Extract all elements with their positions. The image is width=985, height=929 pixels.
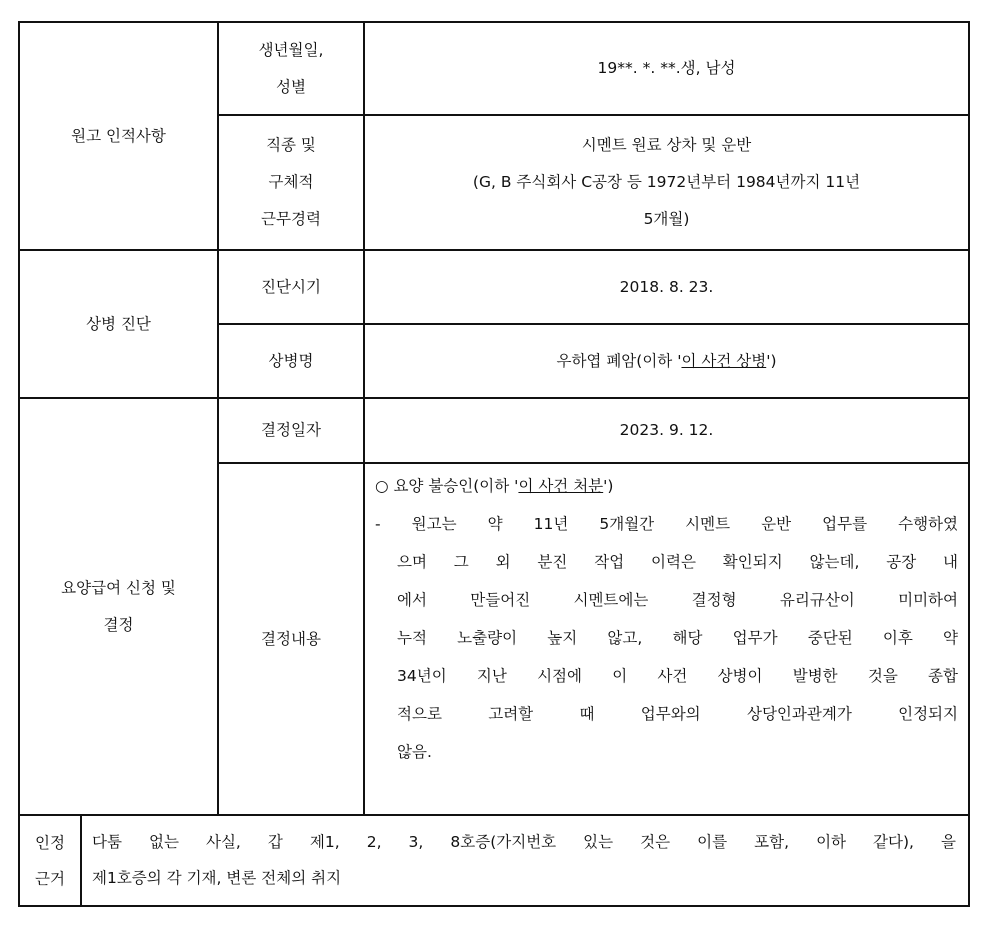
diagnosis-header: 상병 진단 <box>86 314 151 333</box>
decision-line-4: 누적 노출량이 높지 않고, 해당 업무가 중단된 이후 약 <box>397 629 958 647</box>
disease-name-value: 우하엽 폐암(이하 '이 사건 상병') <box>556 351 777 370</box>
decision-date-value: 2023. 9. 12. <box>619 421 714 440</box>
basis-divider <box>80 814 82 907</box>
decision-content-label: 결정내용 <box>261 629 321 648</box>
job-value: 시멘트 원료 상차 및 운반 (G, B 주식회사 C공장 등 1972년부터 1984년까지 11년 5개월) <box>472 136 861 228</box>
table-border-bottom <box>18 905 970 907</box>
job-label: 직종 및 구체적 근무경력 <box>261 136 321 228</box>
basis-line-2: 제1호증의 각 기재, 변론 전체의 취지 <box>92 869 342 887</box>
birth-label: 생년월일, 성별 <box>258 40 324 96</box>
decision-content <box>375 467 958 771</box>
decision-line-7: 않음. <box>397 743 432 761</box>
decision-line-2: 으며 그 외 분진 작업 이력은 확인되지 않는데, 공장 내 <box>397 553 958 571</box>
basis-content <box>92 824 956 896</box>
decision-line-3: 에서 만들어진 시멘트에는 결정형 유리규산이 미미하여 <box>397 591 958 609</box>
diagnosis-date-label: 진단시기 <box>261 277 321 296</box>
decision-line-6: 적으로 고려할 때 업무와의 상당인과관계가 인정되지 <box>397 705 958 723</box>
decision-header: 요양급여 신청 및 결정 <box>61 578 176 634</box>
birth-value: 19**. *. **.생, 남성 <box>597 59 736 78</box>
row-divider-decision <box>18 814 970 816</box>
table-border-right <box>968 21 970 907</box>
decision-summary: ○ 요양 불승인(이하 '이 사건 처분') <box>375 477 614 495</box>
basis-label: 인정 근거 <box>35 833 65 888</box>
disease-name-label: 상병명 <box>268 351 314 370</box>
basis-line-1: 다툼 없는 사실, 갑 제1, 2, 3, 8호증(가지번호 있는 것은 이를 포함, 이하 같다), 을 <box>92 833 956 851</box>
diagnosis-date-value: 2018. 8. 23. <box>619 277 714 296</box>
decision-line-1: - 원고는 약 11년 5개월간 시멘트 운반 업무를 수행하였 <box>375 515 958 533</box>
personal-header: 원고 인적사항 <box>71 126 166 145</box>
decision-line-5: 34년이 지난 시점에 이 사건 상병이 발병한 것을 종합 <box>397 667 958 685</box>
decision-date-label: 결정일자 <box>261 421 321 440</box>
